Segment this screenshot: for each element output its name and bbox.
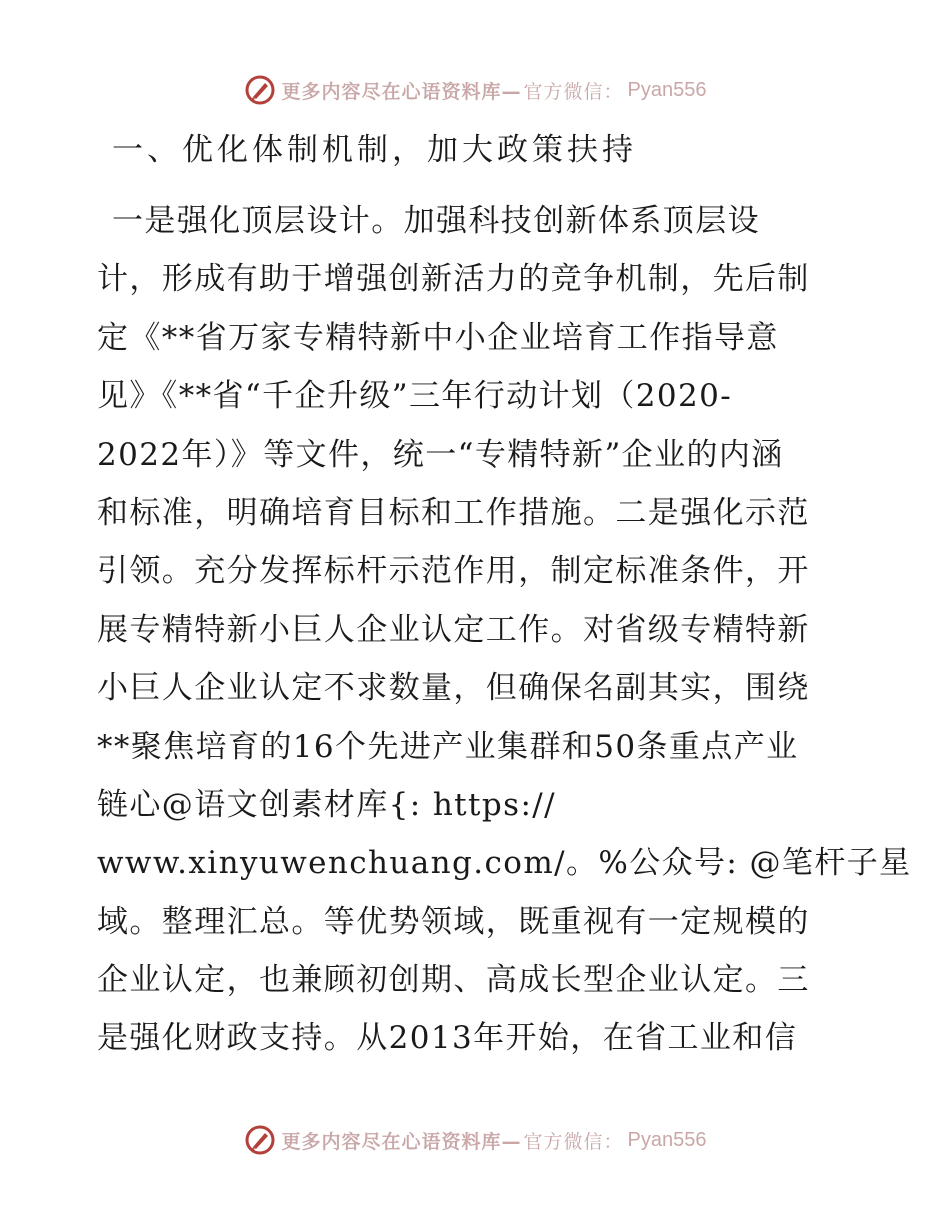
text-line: 是强化财政支持。从2013年开始，在省工业和信 — [97, 1020, 798, 1057]
text-line: www.xinyuwenchuang.com/。%公众号: @笔杆子星 — [97, 845, 912, 882]
text-line: 引领。充分发挥标杆示范作用，制定标准条件，开 — [97, 553, 810, 590]
text-line: 域。整理汇总。等优势领域，既重视有一定规模的 — [97, 903, 810, 940]
pen-logo-icon — [244, 74, 276, 106]
banner-text: 更多内容尽在心语资料库— — [281, 1130, 522, 1153]
section-heading: 一、优化体制机制，加大政策扶持 — [112, 132, 637, 168]
banner-text: 更多内容尽在心语资料库— — [281, 80, 522, 103]
banner-handle: Pyan556 — [627, 78, 707, 101]
text-line: 2022年）》等文件，统一“专精特新”企业的内涵 — [97, 436, 784, 473]
text-line: 一是强化顶层设计。加强科技创新体系顶层设 — [112, 203, 760, 239]
text-line: 链心@语文创素材库{: https:// — [97, 786, 556, 823]
text-line: 和标准，明确培育目标和工作措施。二是强化示范 — [97, 494, 810, 531]
banner-handle: Pyan556 — [627, 1128, 707, 1151]
banner-wechat-label: 官方微信： — [523, 80, 624, 103]
banner-wechat-label: 官方微信： — [523, 1130, 624, 1153]
body-paragraph — [97, 192, 912, 1068]
text-line: 见》《**省“千企升级”三年行动计划（2020- — [97, 378, 733, 415]
text-line: 计，形成有助于增强创新活力的竞争机制，先后制 — [97, 261, 810, 298]
pen-logo-icon — [244, 1124, 276, 1156]
text-line: 企业认定，也兼顾初创期、高成长型企业认定。三 — [97, 962, 810, 999]
text-line: 小巨人企业认定不求数量，但确保名副其实，围绕 — [97, 670, 810, 707]
footer-watermark-banner — [0, 1120, 950, 1160]
text-line: 展专精特新小巨人企业认定工作。对省级专精特新 — [97, 611, 810, 648]
header-watermark-banner — [0, 70, 950, 110]
text-line: **聚焦培育的16个先进产业集群和50条重点产业 — [97, 728, 799, 765]
text-line: 定《**省万家专精特新中小企业培育工作指导意 — [97, 319, 779, 356]
